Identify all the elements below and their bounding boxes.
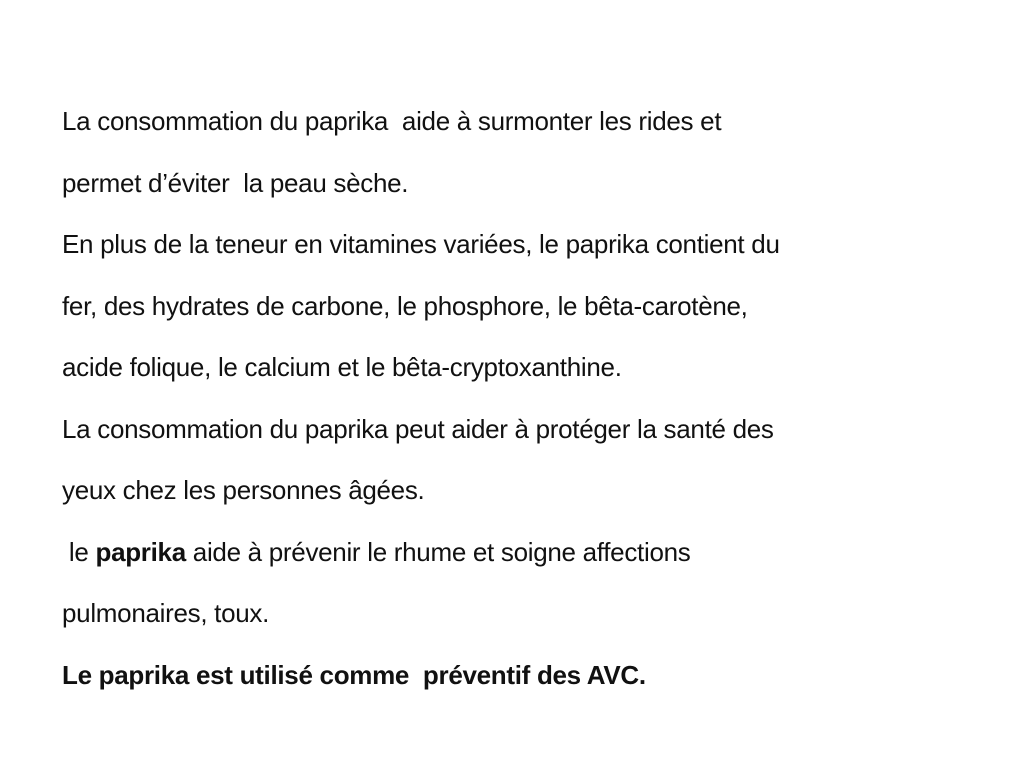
paragraph-5-line-1: Le paprika est utilisé comme préventif des AVC. xyxy=(62,659,646,690)
paragraph-3-line-2: yeux chez les personnes âgées. xyxy=(62,475,425,505)
paragraph-4-prefix: le xyxy=(62,536,96,567)
paragraph-1-line-2: permet d’éviter la peau sèche. xyxy=(62,167,409,198)
paragraph-4-line-2: pulmonaires, toux. xyxy=(62,598,270,628)
paragraph-4-line-1 xyxy=(62,522,982,584)
paragraph-4-bold-keyword: paprika xyxy=(95,536,186,567)
paragraph-2-line-3: acide folique, le calcium et le bêta-cryptoxanthine. xyxy=(62,352,622,382)
slide-body-text xyxy=(62,91,982,706)
paragraph-2-line-2: fer, des hydrates de carbone, le phosphore, le bêta-carotène, xyxy=(62,290,748,321)
paragraph-4-suffix: aide à prévenir le rhume et soigne affections xyxy=(185,536,691,567)
paragraph-2-line-1: En plus de la teneur en vitamines variées, le paprika contient du xyxy=(62,229,780,259)
paragraph-1-line-1: La consommation du paprika aide à surmonter les rides et xyxy=(62,106,722,136)
paragraph-3-line-1: La consommation du paprika peut aider à protéger la santé des xyxy=(62,413,774,444)
